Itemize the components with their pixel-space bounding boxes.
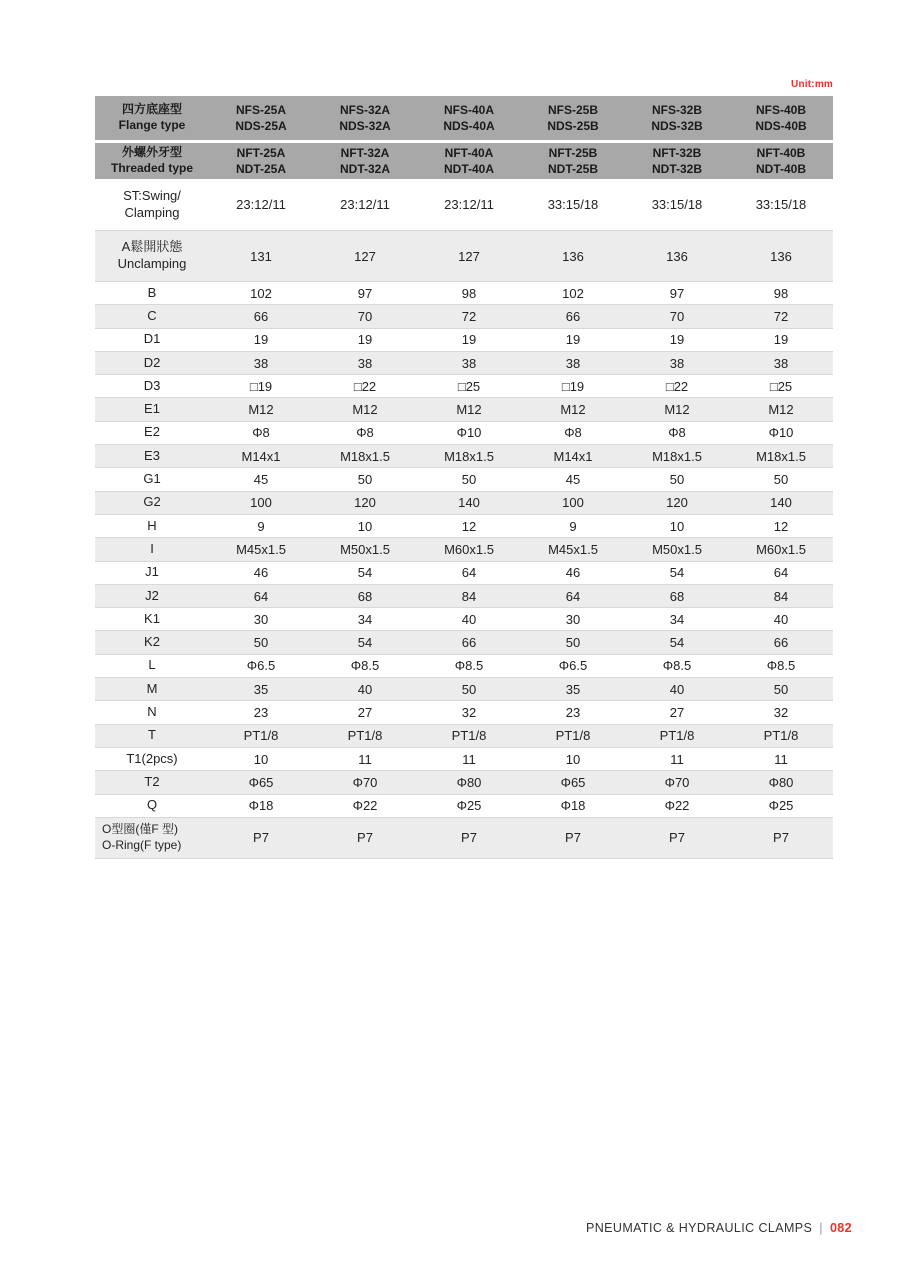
- spec-value-cell: 23:12/11: [444, 197, 494, 212]
- spec-row-label: J1: [145, 564, 159, 580]
- spec-value-cell: M18x1.5: [652, 448, 702, 464]
- spec-row: [95, 654, 833, 677]
- spec-value-cell: PT1/8: [555, 728, 591, 744]
- model-code-cell: NFT-40A NDT-40A: [443, 145, 494, 176]
- spec-value-cell: Φ25: [456, 798, 482, 814]
- spec-row-label: G2: [143, 494, 161, 510]
- spec-row: [95, 281, 833, 304]
- spec-value-cell: 97: [357, 285, 373, 301]
- spec-value-cell: 66: [773, 635, 789, 651]
- spec-value-cell: 38: [253, 355, 269, 371]
- spec-value-cell: M18x1.5: [756, 448, 806, 464]
- spec-row: [95, 179, 833, 230]
- spec-value-cell: 10: [253, 751, 269, 767]
- spec-row: [95, 397, 833, 420]
- model-code-cell: NFT-40B NDT-40B: [755, 145, 806, 176]
- footer-title: PNEUMATIC & HYDRAULIC CLAMPS: [585, 1221, 813, 1235]
- spec-value-cell: M12: [456, 402, 482, 418]
- spec-row: [95, 467, 833, 490]
- spec-row-label: N: [147, 704, 157, 720]
- spec-value-cell: 120: [354, 495, 376, 511]
- footer-separator: |: [819, 1221, 823, 1235]
- spec-value-cell: P7: [461, 830, 477, 846]
- table-header-row: [95, 96, 833, 140]
- spec-value-cell: 19: [669, 332, 685, 348]
- spec-value-cell: 40: [357, 681, 373, 697]
- spec-row-label: D1: [143, 331, 161, 347]
- spec-value-cell: 64: [253, 588, 269, 604]
- spec-value-cell: □25: [769, 378, 793, 394]
- spec-value-cell: 70: [669, 308, 685, 324]
- spec-value-cell: 54: [669, 635, 685, 651]
- spec-value-cell: M12: [560, 402, 586, 418]
- spec-value-cell: 19: [357, 332, 373, 348]
- spec-value-cell: 40: [773, 611, 789, 627]
- spec-row: [95, 630, 833, 653]
- spec-value-cell: 131: [250, 248, 272, 264]
- spec-value-cell: Φ8: [564, 425, 582, 441]
- spec-row-label: ST:Swing/ Clamping: [123, 187, 181, 220]
- spec-row: [95, 537, 833, 560]
- spec-row-label: D2: [143, 354, 161, 370]
- spec-value-cell: 32: [461, 704, 477, 720]
- spec-value-cell: □25: [457, 378, 481, 394]
- model-code-cell: NFS-25A NDS-25A: [235, 102, 287, 133]
- spec-value-cell: 127: [354, 248, 376, 264]
- spec-row: [95, 700, 833, 723]
- model-code-cell: NFT-25B NDT-25B: [547, 145, 598, 176]
- spec-value-cell: 10: [565, 751, 581, 767]
- spec-value-cell: 33:15/18: [755, 197, 807, 212]
- spec-value-cell: M45x1.5: [236, 541, 286, 557]
- page-footer: [586, 1221, 852, 1235]
- spec-value-cell: Φ6.5: [558, 658, 588, 674]
- spec-value-cell: 72: [461, 308, 477, 324]
- spec-value-cell: 45: [253, 472, 269, 488]
- spec-value-cell: M14x1: [553, 448, 593, 464]
- spec-value-cell: 50: [565, 635, 581, 651]
- spec-value-cell: 66: [253, 308, 269, 324]
- spec-value-cell: Φ22: [664, 798, 690, 814]
- spec-table-body: [95, 179, 833, 858]
- spec-row: [95, 817, 833, 858]
- spec-value-cell: Φ8: [668, 425, 686, 441]
- spec-value-cell: 100: [250, 495, 272, 511]
- spec-row-label: E2: [144, 424, 160, 440]
- spec-row: [95, 724, 833, 747]
- spec-value-cell: Φ80: [768, 774, 794, 790]
- spec-row-label: K2: [144, 634, 160, 650]
- spec-row-label: C: [147, 308, 157, 323]
- spec-value-cell: 12: [461, 518, 477, 534]
- spec-value-cell: PT1/8: [243, 728, 279, 744]
- spec-value-cell: M14x1: [241, 448, 281, 464]
- spec-value-cell: □19: [249, 378, 273, 394]
- spec-row: [95, 607, 833, 630]
- spec-value-cell: 50: [669, 472, 685, 488]
- spec-value-cell: 68: [669, 588, 685, 604]
- model-code-cell: NFT-32A NDT-32A: [339, 145, 390, 176]
- spec-value-cell: 38: [357, 355, 373, 371]
- spec-row-label: K1: [144, 610, 160, 626]
- model-code-cell: NFS-40A NDS-40A: [443, 102, 495, 133]
- spec-value-cell: 19: [253, 332, 269, 348]
- spec-table-header: [95, 96, 833, 179]
- spec-value-cell: 64: [565, 588, 581, 604]
- spec-value-cell: 72: [773, 308, 789, 324]
- spec-value-cell: Φ80: [456, 774, 482, 790]
- spec-value-cell: 27: [669, 704, 685, 720]
- table-header-row: [95, 143, 833, 179]
- spec-value-cell: 19: [461, 332, 477, 348]
- spec-row-label: G1: [143, 471, 161, 487]
- footer-page-number: 082: [829, 1221, 852, 1235]
- spec-value-cell: P7: [357, 830, 373, 846]
- spec-value-cell: Φ70: [664, 774, 690, 790]
- spec-row-label: T1(2pcs): [126, 750, 178, 766]
- spec-value-cell: 27: [357, 704, 373, 720]
- spec-value-cell: 50: [773, 472, 789, 488]
- spec-value-cell: 136: [666, 248, 688, 264]
- spec-row: [95, 351, 833, 374]
- spec-value-cell: 50: [461, 681, 477, 697]
- spec-value-cell: □19: [561, 378, 585, 394]
- spec-value-cell: Φ65: [560, 774, 586, 790]
- spec-value-cell: 70: [357, 308, 373, 324]
- spec-value-cell: 9: [569, 518, 577, 534]
- spec-value-cell: 19: [565, 332, 581, 348]
- spec-value-cell: 98: [773, 285, 789, 301]
- spec-value-cell: 66: [461, 635, 477, 651]
- spec-value-cell: 10: [357, 518, 373, 534]
- spec-value-cell: M12: [664, 402, 690, 418]
- spec-value-cell: 140: [770, 495, 792, 511]
- spec-value-cell: PT1/8: [347, 728, 383, 744]
- spec-value-cell: Φ65: [248, 774, 274, 790]
- spec-value-cell: Φ18: [248, 798, 274, 814]
- spec-value-cell: 50: [773, 681, 789, 697]
- spec-value-cell: P7: [253, 830, 269, 846]
- spec-row: [95, 514, 833, 537]
- spec-value-cell: 136: [770, 248, 792, 264]
- spec-value-cell: 102: [250, 285, 272, 301]
- spec-value-cell: Φ70: [352, 774, 378, 790]
- model-code-cell: NFT-25A NDT-25A: [235, 145, 286, 176]
- spec-value-cell: 50: [357, 472, 373, 488]
- spec-value-cell: 120: [666, 495, 688, 511]
- spec-value-cell: 38: [565, 355, 581, 371]
- spec-value-cell: M18x1.5: [340, 448, 390, 464]
- spec-row: [95, 444, 833, 467]
- spec-value-cell: 33:15/18: [547, 197, 599, 212]
- spec-value-cell: 102: [562, 285, 584, 301]
- spec-value-cell: 9: [257, 518, 265, 534]
- spec-value-cell: 40: [461, 611, 477, 627]
- spec-value-cell: M12: [768, 402, 794, 418]
- spec-value-cell: M12: [248, 402, 274, 418]
- spec-value-cell: 50: [461, 472, 477, 488]
- spec-row-label: A鬆開狀態 Unclamping: [117, 239, 187, 271]
- spec-row: [95, 304, 833, 327]
- spec-value-cell: P7: [773, 830, 789, 846]
- spec-value-cell: 23:12/11: [340, 197, 390, 212]
- spec-value-cell: 34: [357, 611, 373, 627]
- spec-value-cell: 84: [461, 588, 477, 604]
- spec-value-cell: 38: [773, 355, 789, 371]
- spec-value-cell: 64: [773, 565, 789, 581]
- header-row-label: 四方底座型 Flange type: [118, 102, 186, 132]
- spec-value-cell: 54: [357, 565, 373, 581]
- spec-value-cell: Φ25: [768, 798, 794, 814]
- spec-value-cell: 54: [357, 635, 373, 651]
- spec-value-cell: 127: [458, 248, 480, 264]
- spec-value-cell: 45: [565, 472, 581, 488]
- spec-row-label: J2: [145, 587, 159, 603]
- spec-value-cell: 84: [773, 588, 789, 604]
- spec-row-label: O型圈(僅F 型) O-Ring(F type): [102, 822, 182, 852]
- spec-row: [95, 491, 833, 514]
- spec-value-cell: Φ8.5: [766, 658, 796, 674]
- spec-value-cell: M60x1.5: [444, 541, 494, 557]
- spec-row-label: E1: [144, 401, 160, 417]
- spec-value-cell: Φ10: [768, 425, 794, 441]
- spec-value-cell: 11: [462, 751, 476, 767]
- spec-row-label: I: [150, 540, 154, 556]
- spec-value-cell: Φ8.5: [454, 658, 484, 674]
- spec-value-cell: P7: [669, 830, 685, 846]
- spec-row: [95, 328, 833, 351]
- spec-value-cell: M12: [352, 402, 378, 418]
- spec-value-cell: 40: [669, 681, 685, 697]
- model-code-cell: NFS-40B NDS-40B: [755, 102, 807, 133]
- spec-value-cell: □22: [353, 378, 377, 394]
- spec-value-cell: 30: [565, 611, 581, 627]
- spec-value-cell: Φ18: [560, 798, 586, 814]
- spec-row-label: D3: [143, 377, 161, 393]
- spec-row: [95, 747, 833, 770]
- spec-row: [95, 230, 833, 281]
- spec-row-label: T2: [144, 773, 160, 789]
- spec-value-cell: 97: [669, 285, 685, 301]
- spec-row-label: E3: [144, 447, 160, 463]
- spec-row-label: Q: [146, 797, 158, 813]
- spec-value-cell: 140: [458, 495, 480, 511]
- spec-value-cell: Φ6.5: [246, 658, 276, 674]
- spec-value-cell: 10: [669, 518, 685, 534]
- spec-row-label: M: [146, 680, 158, 696]
- spec-value-cell: 11: [774, 751, 788, 767]
- spec-row: [95, 561, 833, 584]
- spec-value-cell: M18x1.5: [444, 448, 494, 464]
- spec-value-cell: Φ10: [456, 425, 482, 441]
- unit-label: Unit:mm: [791, 79, 833, 90]
- spec-value-cell: 35: [565, 681, 581, 697]
- spec-value-cell: PT1/8: [763, 728, 799, 744]
- spec-row: [95, 374, 833, 397]
- spec-value-cell: 35: [253, 681, 269, 697]
- spec-value-cell: PT1/8: [659, 728, 695, 744]
- spec-value-cell: Φ22: [352, 798, 378, 814]
- spec-table: [95, 96, 833, 859]
- model-code-cell: NFT-32B NDT-32B: [651, 145, 702, 176]
- header-row-label: 外螺外牙型 Threaded type: [110, 145, 194, 175]
- spec-value-cell: □22: [665, 378, 689, 394]
- spec-value-cell: 66: [565, 308, 581, 324]
- spec-value-cell: 23: [565, 704, 581, 720]
- spec-value-cell: Φ8.5: [350, 658, 380, 674]
- spec-value-cell: 38: [669, 355, 685, 371]
- spec-value-cell: PT1/8: [451, 728, 487, 744]
- spec-value-cell: Φ8: [356, 425, 374, 441]
- spec-value-cell: Φ8.5: [662, 658, 692, 674]
- spec-value-cell: 68: [357, 588, 373, 604]
- spec-value-cell: 19: [773, 332, 789, 348]
- spec-value-cell: 100: [562, 495, 584, 511]
- spec-row-label: B: [147, 284, 157, 300]
- spec-row: [95, 770, 833, 793]
- spec-value-cell: 33:15/18: [651, 197, 703, 212]
- spec-value-cell: 12: [773, 518, 789, 534]
- spec-value-cell: 46: [253, 565, 269, 581]
- model-code-cell: NFS-32B NDS-32B: [651, 102, 703, 133]
- spec-value-cell: M60x1.5: [756, 541, 806, 557]
- spec-value-cell: 64: [461, 565, 477, 581]
- spec-row: [95, 794, 833, 817]
- spec-value-cell: 50: [253, 635, 269, 651]
- spec-value-cell: 11: [358, 751, 372, 767]
- spec-value-cell: Φ8: [252, 425, 270, 441]
- spec-value-cell: 23:12/11: [236, 197, 286, 212]
- spec-value-cell: 34: [669, 611, 685, 627]
- spec-value-cell: M50x1.5: [652, 541, 702, 557]
- spec-value-cell: M45x1.5: [548, 541, 598, 557]
- spec-value-cell: 32: [773, 704, 789, 720]
- spec-value-cell: 30: [253, 611, 269, 627]
- spec-row: [95, 584, 833, 607]
- spec-value-cell: 11: [670, 751, 684, 767]
- spec-value-cell: 38: [461, 355, 477, 371]
- spec-value-cell: 136: [562, 248, 584, 264]
- spec-row: [95, 421, 833, 444]
- spec-value-cell: 46: [565, 565, 581, 581]
- spec-value-cell: M50x1.5: [340, 541, 390, 557]
- spec-value-cell: 98: [461, 285, 477, 301]
- model-code-cell: NFS-25B NDS-25B: [547, 102, 599, 133]
- spec-row-label: H: [147, 517, 157, 533]
- spec-value-cell: 54: [669, 565, 685, 581]
- spec-value-cell: 23: [253, 704, 269, 720]
- spec-value-cell: P7: [565, 830, 581, 846]
- spec-row-label: L: [148, 657, 156, 673]
- spec-row-label: T: [148, 727, 156, 743]
- model-code-cell: NFS-32A NDS-32A: [339, 102, 391, 133]
- spec-row: [95, 677, 833, 700]
